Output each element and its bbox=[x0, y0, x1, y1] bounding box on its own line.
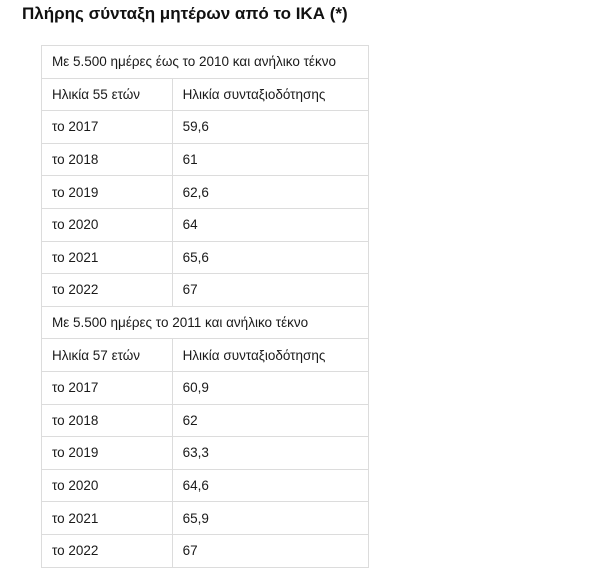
table-row bbox=[42, 208, 369, 241]
age-cell: 67 bbox=[172, 274, 368, 307]
table-header-row bbox=[42, 78, 369, 111]
table-row bbox=[42, 176, 369, 209]
table-row bbox=[42, 371, 369, 404]
column-header-age-condition: Ηλικία 55 ετών bbox=[42, 78, 173, 111]
year-cell: το 2022 bbox=[42, 274, 173, 307]
age-cell: 67 bbox=[172, 534, 368, 567]
age-cell: 64 bbox=[172, 208, 368, 241]
year-cell: το 2017 bbox=[42, 111, 173, 144]
year-cell: το 2017 bbox=[42, 371, 173, 404]
year-cell: το 2022 bbox=[42, 534, 173, 567]
year-cell: το 2021 bbox=[42, 502, 173, 535]
section-heading-row bbox=[42, 46, 369, 79]
age-cell: 61 bbox=[172, 143, 368, 176]
column-header-retirement-age: Ηλικία συνταξιοδότησης bbox=[172, 78, 368, 111]
table-row bbox=[42, 404, 369, 437]
age-cell: 62,6 bbox=[172, 176, 368, 209]
column-header-retirement-age: Ηλικία συνταξιοδότησης bbox=[172, 339, 368, 372]
pension-table bbox=[41, 45, 369, 568]
table-row bbox=[42, 437, 369, 470]
age-cell: 62 bbox=[172, 404, 368, 437]
age-cell: 64,6 bbox=[172, 469, 368, 502]
table-row bbox=[42, 111, 369, 144]
year-cell: το 2020 bbox=[42, 208, 173, 241]
table-row bbox=[42, 274, 369, 307]
column-header-age-condition: Ηλικία 57 ετών bbox=[42, 339, 173, 372]
age-cell: 59,6 bbox=[172, 111, 368, 144]
year-cell: το 2018 bbox=[42, 404, 173, 437]
year-cell: το 2019 bbox=[42, 176, 173, 209]
table-header-row bbox=[42, 339, 369, 372]
table-row bbox=[42, 469, 369, 502]
section-heading-row bbox=[42, 306, 369, 339]
age-cell: 63,3 bbox=[172, 437, 368, 470]
age-cell: 65,6 bbox=[172, 241, 368, 274]
page-title: Πλήρης σύνταξη μητέρων από το ΙΚΑ (*) bbox=[22, 4, 348, 23]
age-cell: 60,9 bbox=[172, 371, 368, 404]
year-cell: το 2020 bbox=[42, 469, 173, 502]
age-cell: 65,9 bbox=[172, 502, 368, 535]
section-heading: Με 5.500 ημέρες έως το 2010 και ανήλικο τέκνο bbox=[42, 46, 369, 79]
table-row bbox=[42, 502, 369, 535]
section-heading: Με 5.500 ημέρες το 2011 και ανήλικο τέκνο bbox=[42, 306, 369, 339]
year-cell: το 2021 bbox=[42, 241, 173, 274]
year-cell: το 2019 bbox=[42, 437, 173, 470]
year-cell: το 2018 bbox=[42, 143, 173, 176]
table-row bbox=[42, 241, 369, 274]
table-row bbox=[42, 143, 369, 176]
table-row bbox=[42, 534, 369, 567]
